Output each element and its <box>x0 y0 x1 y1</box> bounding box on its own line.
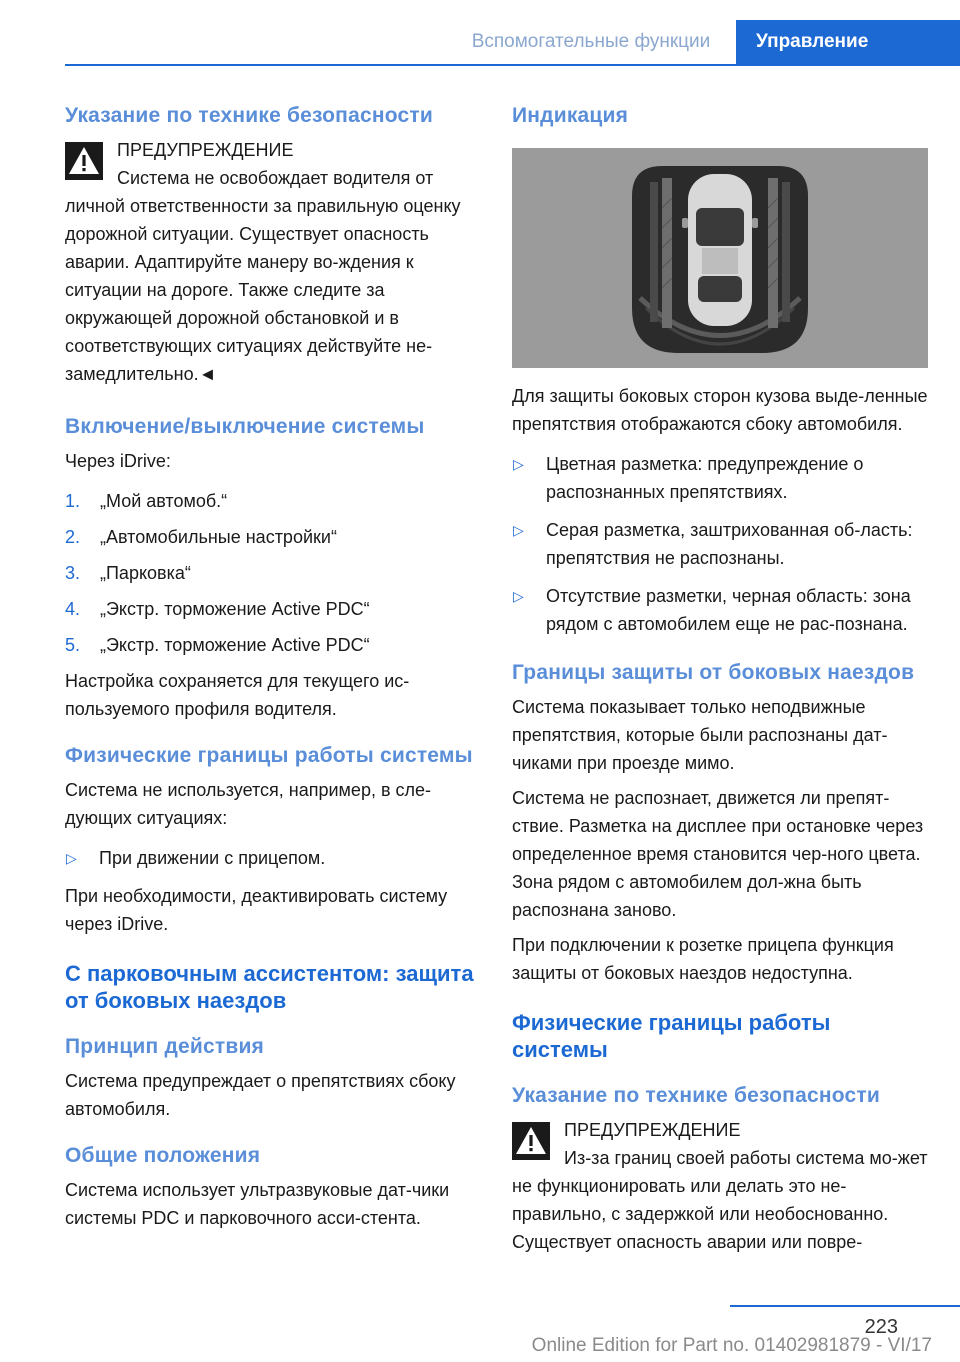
warning-text-2: Из-за границ своей работы система мо-жет не функционировать или делать это не-правильно, с задержкой или необоснованно. Существует опасность аварии или повре- <box>512 1148 928 1252</box>
onoff-title: Включение/выключение системы <box>65 415 425 438</box>
limits2-title: Физические границы работы системы <box>512 1010 831 1062</box>
parking-view-image <box>512 148 928 368</box>
assist-title: С парковочным ассистентом: защита от боковых наездов <box>65 961 474 1013</box>
list-item: 5. „Экстр. торможение Active PDC“ <box>65 635 370 655</box>
list-item: ▷ Отсутствие разметки, черная область: зона рядом с автомобилем еще не рас-познана. <box>512 582 932 638</box>
general-text: Система использует ультразвуковые дат-чики системы PDC и парковочного асси-стента. <box>65 1180 450 1228</box>
list-item: 2. „Автомобильные настройки“ <box>65 527 337 547</box>
triangle-bullet-icon: ▷ <box>513 522 524 538</box>
list-item: 4. „Экстр. торможение Active PDC“ <box>65 599 370 619</box>
warning-block-2 <box>512 1116 932 1256</box>
footer-rule <box>730 1305 960 1307</box>
principle-text: Система предупреждает о препятствиях сбоку автомобиля. <box>65 1071 456 1119</box>
limits-text: Система не используется, например, в сле-дующих ситуациях: <box>65 780 432 828</box>
list-item: 1. „Мой автомоб.“ <box>65 491 228 511</box>
display-title: Индикация <box>512 104 629 127</box>
principle-title: Принцип действия <box>65 1035 265 1058</box>
footer-edition: Online Edition for Part no. 01402981879 - VI/17 <box>531 1335 932 1356</box>
display-text: Для защиты боковых сторон кузова выде-ленные препятствия отображаются сбоку автомобиля. <box>512 386 928 434</box>
safety-title: Указание по технике безопасности <box>65 104 433 127</box>
sidelimits-text-1: Система показывает только неподвижные препятствия, которые были распознаны дат-чиками при проезде мимо. <box>512 697 888 773</box>
header-rule <box>65 64 960 66</box>
sidelimits-title: Границы защиты от боковых наездов <box>512 661 915 684</box>
list-item: ▷ Цветная разметка: предупреждение о распознанных препятствиях. <box>512 450 932 506</box>
sidelimits-text-3: При подключении к розетке прицепа функция защиты от боковых наездов недоступна. <box>512 935 894 983</box>
warning-label-2: ПРЕДУПРЕЖДЕНИЕ <box>564 1120 741 1140</box>
list-item: 3. „Парковка“ <box>65 563 191 583</box>
triangle-bullet-icon: ▷ <box>513 456 524 472</box>
triangle-bullet-icon: ▷ <box>66 850 77 866</box>
left-column <box>65 100 481 1239</box>
list-item: ▷ Серая разметка, заштрихованная об-ласть: препятствия не распознаны. <box>512 516 932 572</box>
warning-triangle-icon <box>65 142 103 180</box>
header-chapter-tab: Управление <box>736 20 960 64</box>
triangle-bullet-icon: ▷ <box>513 588 524 604</box>
via-idrive: Через iDrive: <box>65 451 171 471</box>
safety2-title: Указание по технике безопасности <box>512 1084 880 1107</box>
right-column <box>512 100 932 1256</box>
display-list <box>512 450 932 638</box>
sidelimits-text-2: Система не распознает, движется ли препят-ствие. Разметка на дисплее при остановке через определенное время становится чер-ного цвета. Зона рядом с автомобилем дол-жна быть распознана заново. <box>512 788 924 920</box>
side-protection-figure <box>512 148 928 368</box>
deactivate-text: При необходимости, деактивировать систему через iDrive. <box>65 886 448 934</box>
warning-text: Система не освобождает водителя от личной ответственности за правильную оценку дорожной ситуации. Существует опасность аварии. Адаптируйте манеру во-ждения к ситуации на дороге. Также следите за окружающей дорожной обстановкой и в соответствующих ситуациях действуйте не-замедлительно.◄ <box>65 168 461 384</box>
limits-list <box>65 844 481 872</box>
page-number: 223 <box>864 1316 898 1338</box>
header-section: Вспомогательные функции <box>471 31 711 52</box>
warning-triangle-icon <box>512 1122 550 1160</box>
general-title: Общие положения <box>65 1144 261 1167</box>
saved-note: Настройка сохраняется для текущего ис-пользуемого профиля водителя. <box>65 671 410 719</box>
steps-list <box>65 487 481 659</box>
warning-label: ПРЕДУПРЕЖДЕНИЕ <box>117 140 294 160</box>
warning-block <box>65 136 481 388</box>
list-item: ▷ При движении с прицепом. <box>65 844 481 872</box>
limits-title: Физические границы работы системы <box>65 744 473 767</box>
